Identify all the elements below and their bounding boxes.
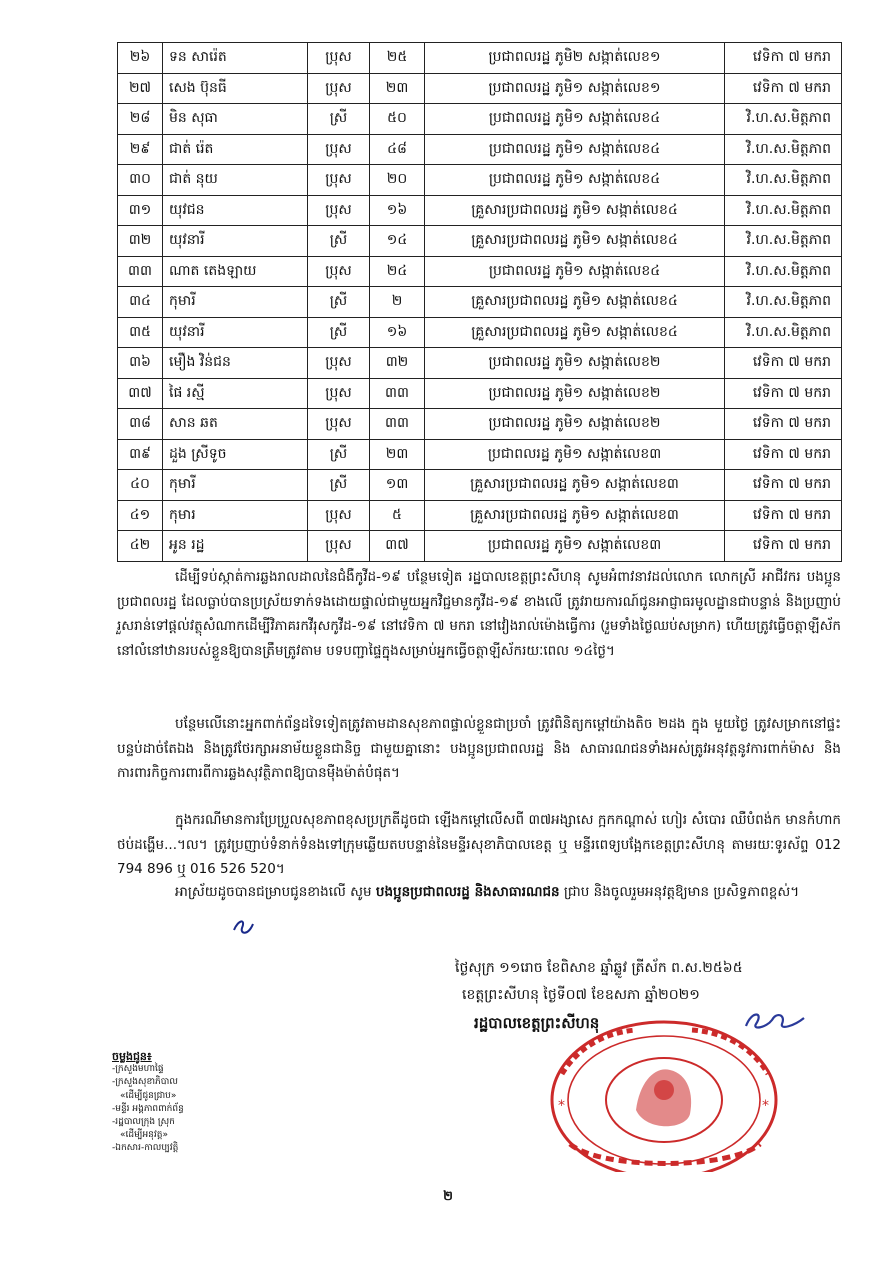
recipient-item: -មន្ទីរ អង្គភាពពាក់ព័ន្ធ [112,1103,184,1114]
paragraph-symptoms [117,808,841,882]
table-row [118,195,842,226]
patient-status: គ្រួសារប្រជាពលរដ្ឋ ភូមិ១ សង្កាត់លេខ៤ [425,226,725,257]
patient-sex: ប្រុស [308,165,370,196]
patient-age: ២ [370,287,425,318]
recipient-item: -រដ្ឋបាលក្រុង ស្រុក [112,1117,175,1128]
patient-status: ប្រជាពលរដ្ឋ ភូមិ១ សង្កាត់លេខ៤ [425,104,725,135]
test-location: វេទិកា ៧ មករា [725,43,842,74]
recipient-item: «ដើម្បីជូនជ្រាប» [120,1090,177,1101]
recipients-title: ចម្លងជូន៖ [112,1050,152,1063]
test-location: វេទិកា ៧ មករា [725,500,842,531]
patient-name: ជាត់ នុយ [163,165,308,196]
initial-mark-icon [228,916,256,940]
symptoms-text: ក្នុងករណីមានការប្រែប្រួលសុខភាពខុសប្រក្រតីដូចជា ឡើងកម្តៅលើសពី ៣៧អង្សាសេ ក្អកកណ្តាស់ ហៀរ សំបោរ ឈឺបំពង់ក មានកំហាក ថប់ដង្ហើម...។ល។ ត្រូវប្រញាប់ទំនាក់ទំនងទៅក្រុមឆ្លើយតបបន្ទាន់នៃមន្ទីរសុខាភិបាលខេត្ត ឬ មន្ទីរពេទ្យបង្អែកខេត្តព្រះសីហនុ តាមរយៈទូរស័ព្ទ [117,812,841,853]
test-location: វិ.ហ.ស.មិត្តភាព [725,317,842,348]
patient-sex: ស្រី [308,226,370,257]
row-number: ៤០ [118,470,163,501]
patient-sex: ប្រុស [308,43,370,74]
row-number: ៤១ [118,500,163,531]
paragraph-closing [117,880,841,905]
row-number: ៣១ [118,195,163,226]
closing-suffix: ជ្រាប និងចូលរួមអនុវត្តឱ្យមាន ប្រសិទ្ធភាពខ្ពស់។ [563,884,800,900]
patient-status: គ្រួសារប្រជាពលរដ្ឋ ភូមិ១ សង្កាត់លេខ៣ [425,470,725,501]
official-seal-icon [540,1014,788,1172]
patient-status: ប្រជាពលរដ្ឋ ភូមិ១ សង្កាត់លេខ២ [425,409,725,440]
svg-text:*: * [762,1098,769,1114]
row-number: ៣៤ [118,287,163,318]
paragraph-appeal: ដើម្បីទប់ស្កាត់ការឆ្លងរាលដាលនៃជំងឺកូវីដ-១៩ បន្ថែមទៀត រដ្ឋបាលខេត្តព្រះសីហនុ សូមអំពាវនាវដល់លោក លោកស្រី អាជីវករ បងប្អូនប្រជាពលរដ្ឋ ដែលធ្លាប់បានប្រស្រ័យទាក់ទងដោយផ្ទាល់ជាមួយអ្នកវិជ្ជមានកូវីដ-១៩ ខាងលើ ត្រូវរាយការណ៍ជូនអាជ្ញាធរមូលដ្ឋានជាបន្ទាន់ និងប្រញាប់រួសរាន់ទៅផ្តល់វត្ថុសំណាកដើម្បីវិភាគរកវីរុសកូវីដ-១៩ នៅវេទិកា ៧ មករា នៅវៀងរាល់ម៉ោងធ្វើការ (រួមទាំងថ្ងៃឈប់សម្រាក) ហើយត្រូវធ្វើចត្តាឡីស័កនៅលំនៅឋានរបស់ខ្លួនឱ្យបានត្រឹមត្រូវតាម បទបញ្ជាផ្ទៃក្នុងសម្រាប់អ្នកធ្វើចត្តាឡីស័ករយៈពេល ១៤ថ្ងៃ។ [117,569,841,659]
patient-age: ៣២ [370,348,425,379]
patient-name: កុមារី [163,470,308,501]
table-row [118,409,842,440]
row-number: ៣៦ [118,348,163,379]
patient-status: ប្រជាពលរដ្ឋ ភូមិ១ សង្កាត់លេខ៣ [425,531,725,562]
test-location: វិ.ហ.ស.មិត្តភាព [725,165,842,196]
row-number: ៣៣ [118,256,163,287]
issuing-authority: រដ្ឋបាលខេត្តព្រះសីហនុ [474,1014,600,1032]
table-row [118,531,842,562]
recipient-item: -ក្រសួងសុខាភិបាល [112,1077,178,1088]
patient-status: ប្រជាពលរដ្ឋ ភូមិ១ សង្កាត់លេខ៤ [425,256,725,287]
row-number: ២៧ [118,73,163,104]
patient-name: សេង ប៊ុនធី [163,73,308,104]
patient-sex: ប្រុស [308,195,370,226]
patient-name: ដួង ស្រីទូច [163,439,308,470]
lunar-date: ថ្ងៃសុក្រ ១១រោច ខែពិសាខ ឆ្នាំឆ្លូវ ត្រីស័ក ព.ស.២៥៦៥ [455,960,743,976]
test-location: វិ.ហ.ស.មិត្តភាព [725,256,842,287]
row-number: ៤២ [118,531,163,562]
patient-age: ២៣ [370,73,425,104]
patient-age: ២៥ [370,43,425,74]
test-location: វេទិកា ៧ មករា [725,348,842,379]
test-location: វិ.ហ.ស.មិត្តភាព [725,287,842,318]
patient-status: គ្រួសារប្រជាពលរដ្ឋ ភូមិ១ សង្កាត់លេខ៣ [425,500,725,531]
patient-status: ប្រជាពលរដ្ឋ ភូមិ២ សង្កាត់លេខ១ [425,43,725,74]
patient-status: ប្រជាពលរដ្ឋ ភូមិ១ សង្កាត់លេខ២ [425,348,725,379]
patient-name: អូន រដ្ឋ [163,531,308,562]
patient-sex: ប្រុស [308,73,370,104]
table-row [118,73,842,104]
table-row [118,348,842,379]
table-row [118,104,842,135]
recipient-item: -ឯកសារ-កាលប្បវត្តិ [112,1143,179,1154]
patient-sex: ស្រី [308,104,370,135]
paragraph-self-monitoring: បន្ថែមលើនោះអ្នកពាក់ព័ន្ធដទៃទៀតត្រូវតាមដានសុខភាពផ្ទាល់ខ្លួនជាប្រចាំ ត្រូវពិនិត្យកម្តៅយ៉ាងតិច ២ដង ក្នុង មួយថ្ងៃ ត្រូវសម្រាកនៅផ្ទះបន្ទប់ដាច់តែឯង និងត្រូវថែរក្សាអនាម័យខ្លួនជានិច្ច ជាមួយគ្នានោះ បងប្អូនប្រជាពលរដ្ឋ និង សាធារណជនទាំងអស់ត្រូវអនុវត្តនូវការពាក់ម៉ាស និងការពារកិច្ចការពារពីការឆ្លងសុវត្ថិភាពឱ្យបានម៉ឺងម៉ាត់បំផុត។ [117,716,841,781]
patient-name: ទន សារ៉េត [163,43,308,74]
svg-text:*: * [558,1098,565,1114]
solar-date: ខេត្តព្រះសីហនុ ថ្ងៃទី០៧ ខែឧសភា ឆ្នាំ២០២១ [462,987,700,1003]
patient-age: ៣៣ [370,378,425,409]
table-row [118,134,842,165]
patient-status: ប្រជាពលរដ្ឋ ភូមិ១ សង្កាត់លេខ៤ [425,165,725,196]
patient-sex: ប្រុស [308,378,370,409]
patient-age: ២៤ [370,256,425,287]
patient-name: មឿង វិន់ជន [163,348,308,379]
hotline-numbers: 012 794 896 ឬ 016 526 520។ [117,836,841,877]
case-list-body [118,43,842,562]
table-row [118,378,842,409]
closing-prefix: អាស្រ័យដូចបានជម្រាបជូនខាងលើ សូម [175,884,372,900]
patient-age: ៥ [370,500,425,531]
patient-name: យុវនារី [163,226,308,257]
recipient-item: «ដើម្បីអនុវត្ត» [120,1130,168,1141]
test-location: វេទិកា ៧ មករា [725,531,842,562]
table-row [118,470,842,501]
table-row [118,226,842,257]
patient-name: យុវជន [163,195,308,226]
table-row [118,500,842,531]
patient-age: ៣៣ [370,409,425,440]
patient-age: ១៦ [370,317,425,348]
row-number: ២៦ [118,43,163,74]
patient-age: ៣៧ [370,531,425,562]
patient-sex: ប្រុស [308,409,370,440]
test-location: វេទិកា ៧ មករា [725,73,842,104]
recipient-item: -ក្រសួងមហាផ្ទៃ [112,1064,164,1075]
table-row [118,287,842,318]
test-location: វិ.ហ.ស.មិត្តភាព [725,195,842,226]
patient-status: ប្រជាពលរដ្ឋ ភូមិ១ សង្កាត់លេខ៣ [425,439,725,470]
patient-name: ផៃ រស្មី [163,378,308,409]
patient-sex: ប្រុស [308,500,370,531]
row-number: ២៨ [118,104,163,135]
patient-age: ១៤ [370,226,425,257]
test-location: វិ.ហ.ស.មិត្តភាព [725,104,842,135]
test-location: វេទិកា ៧ មករា [725,470,842,501]
patient-name: ជាត់ រ៉េត [163,134,308,165]
patient-name: យុវនារី [163,317,308,348]
test-location: វិ.ហ.ស.មិត្តភាព [725,134,842,165]
patient-age: ២៣ [370,439,425,470]
table-row [118,317,842,348]
patient-sex: ស្រី [308,317,370,348]
patient-name: សាន ឆត [163,409,308,440]
patient-age: ១៣ [370,470,425,501]
row-number: ៣០ [118,165,163,196]
patient-age: ៥០ [370,104,425,135]
patient-sex: ស្រី [308,470,370,501]
table-row [118,439,842,470]
patient-sex: ប្រុស [308,531,370,562]
patient-age: ៤៨ [370,134,425,165]
patient-sex: ប្រុស [308,256,370,287]
patient-name: កុមារ [163,500,308,531]
patient-status: គ្រួសារប្រជាពលរដ្ឋ ភូមិ១ សង្កាត់លេខ៤ [425,317,725,348]
test-location: វេទិកា ៧ មករា [725,409,842,440]
table-row [118,165,842,196]
patient-sex: ស្រី [308,439,370,470]
recipients-block [112,1050,184,1156]
patient-status: គ្រួសារប្រជាពលរដ្ឋ ភូមិ១ សង្កាត់លេខ៤ [425,195,725,226]
table-row [118,256,842,287]
patient-status: ប្រជាពលរដ្ឋ ភូមិ១ សង្កាត់លេខ៤ [425,134,725,165]
table-row [118,43,842,74]
patient-status: គ្រួសារប្រជាពលរដ្ឋ ភូមិ១ សង្កាត់លេខ៤ [425,287,725,318]
test-location: វិ.ហ.ស.មិត្តភាព [725,226,842,257]
patient-sex: ប្រុស [308,134,370,165]
patient-age: ១៦ [370,195,425,226]
patient-status: ប្រជាពលរដ្ឋ ភូមិ១ សង្កាត់លេខ១ [425,73,725,104]
recipients-list [112,1063,184,1155]
test-location: វេទិកា ៧ មករា [725,439,842,470]
row-number: ៣៨ [118,409,163,440]
patient-name: ណាត តេងឡាយ [163,256,308,287]
row-number: ២៩ [118,134,163,165]
row-number: ៣៧ [118,378,163,409]
row-number: ៣៥ [118,317,163,348]
patient-sex: ស្រី [308,287,370,318]
row-number: ៣២ [118,226,163,257]
patient-name: មិន សុធា [163,104,308,135]
patient-sex: ប្រុស [308,348,370,379]
patient-status: ប្រជាពលរដ្ឋ ភូមិ១ សង្កាត់លេខ២ [425,378,725,409]
page-number: ២ [443,1189,453,1204]
test-location: វេទិកា ៧ មករា [725,378,842,409]
closing-addressee: បងប្អូនប្រជាពលរដ្ឋ និងសាធារណជន [375,884,560,900]
row-number: ៣៩ [118,439,163,470]
case-list-table [117,42,842,562]
patient-age: ២០ [370,165,425,196]
patient-name: កុមារី [163,287,308,318]
